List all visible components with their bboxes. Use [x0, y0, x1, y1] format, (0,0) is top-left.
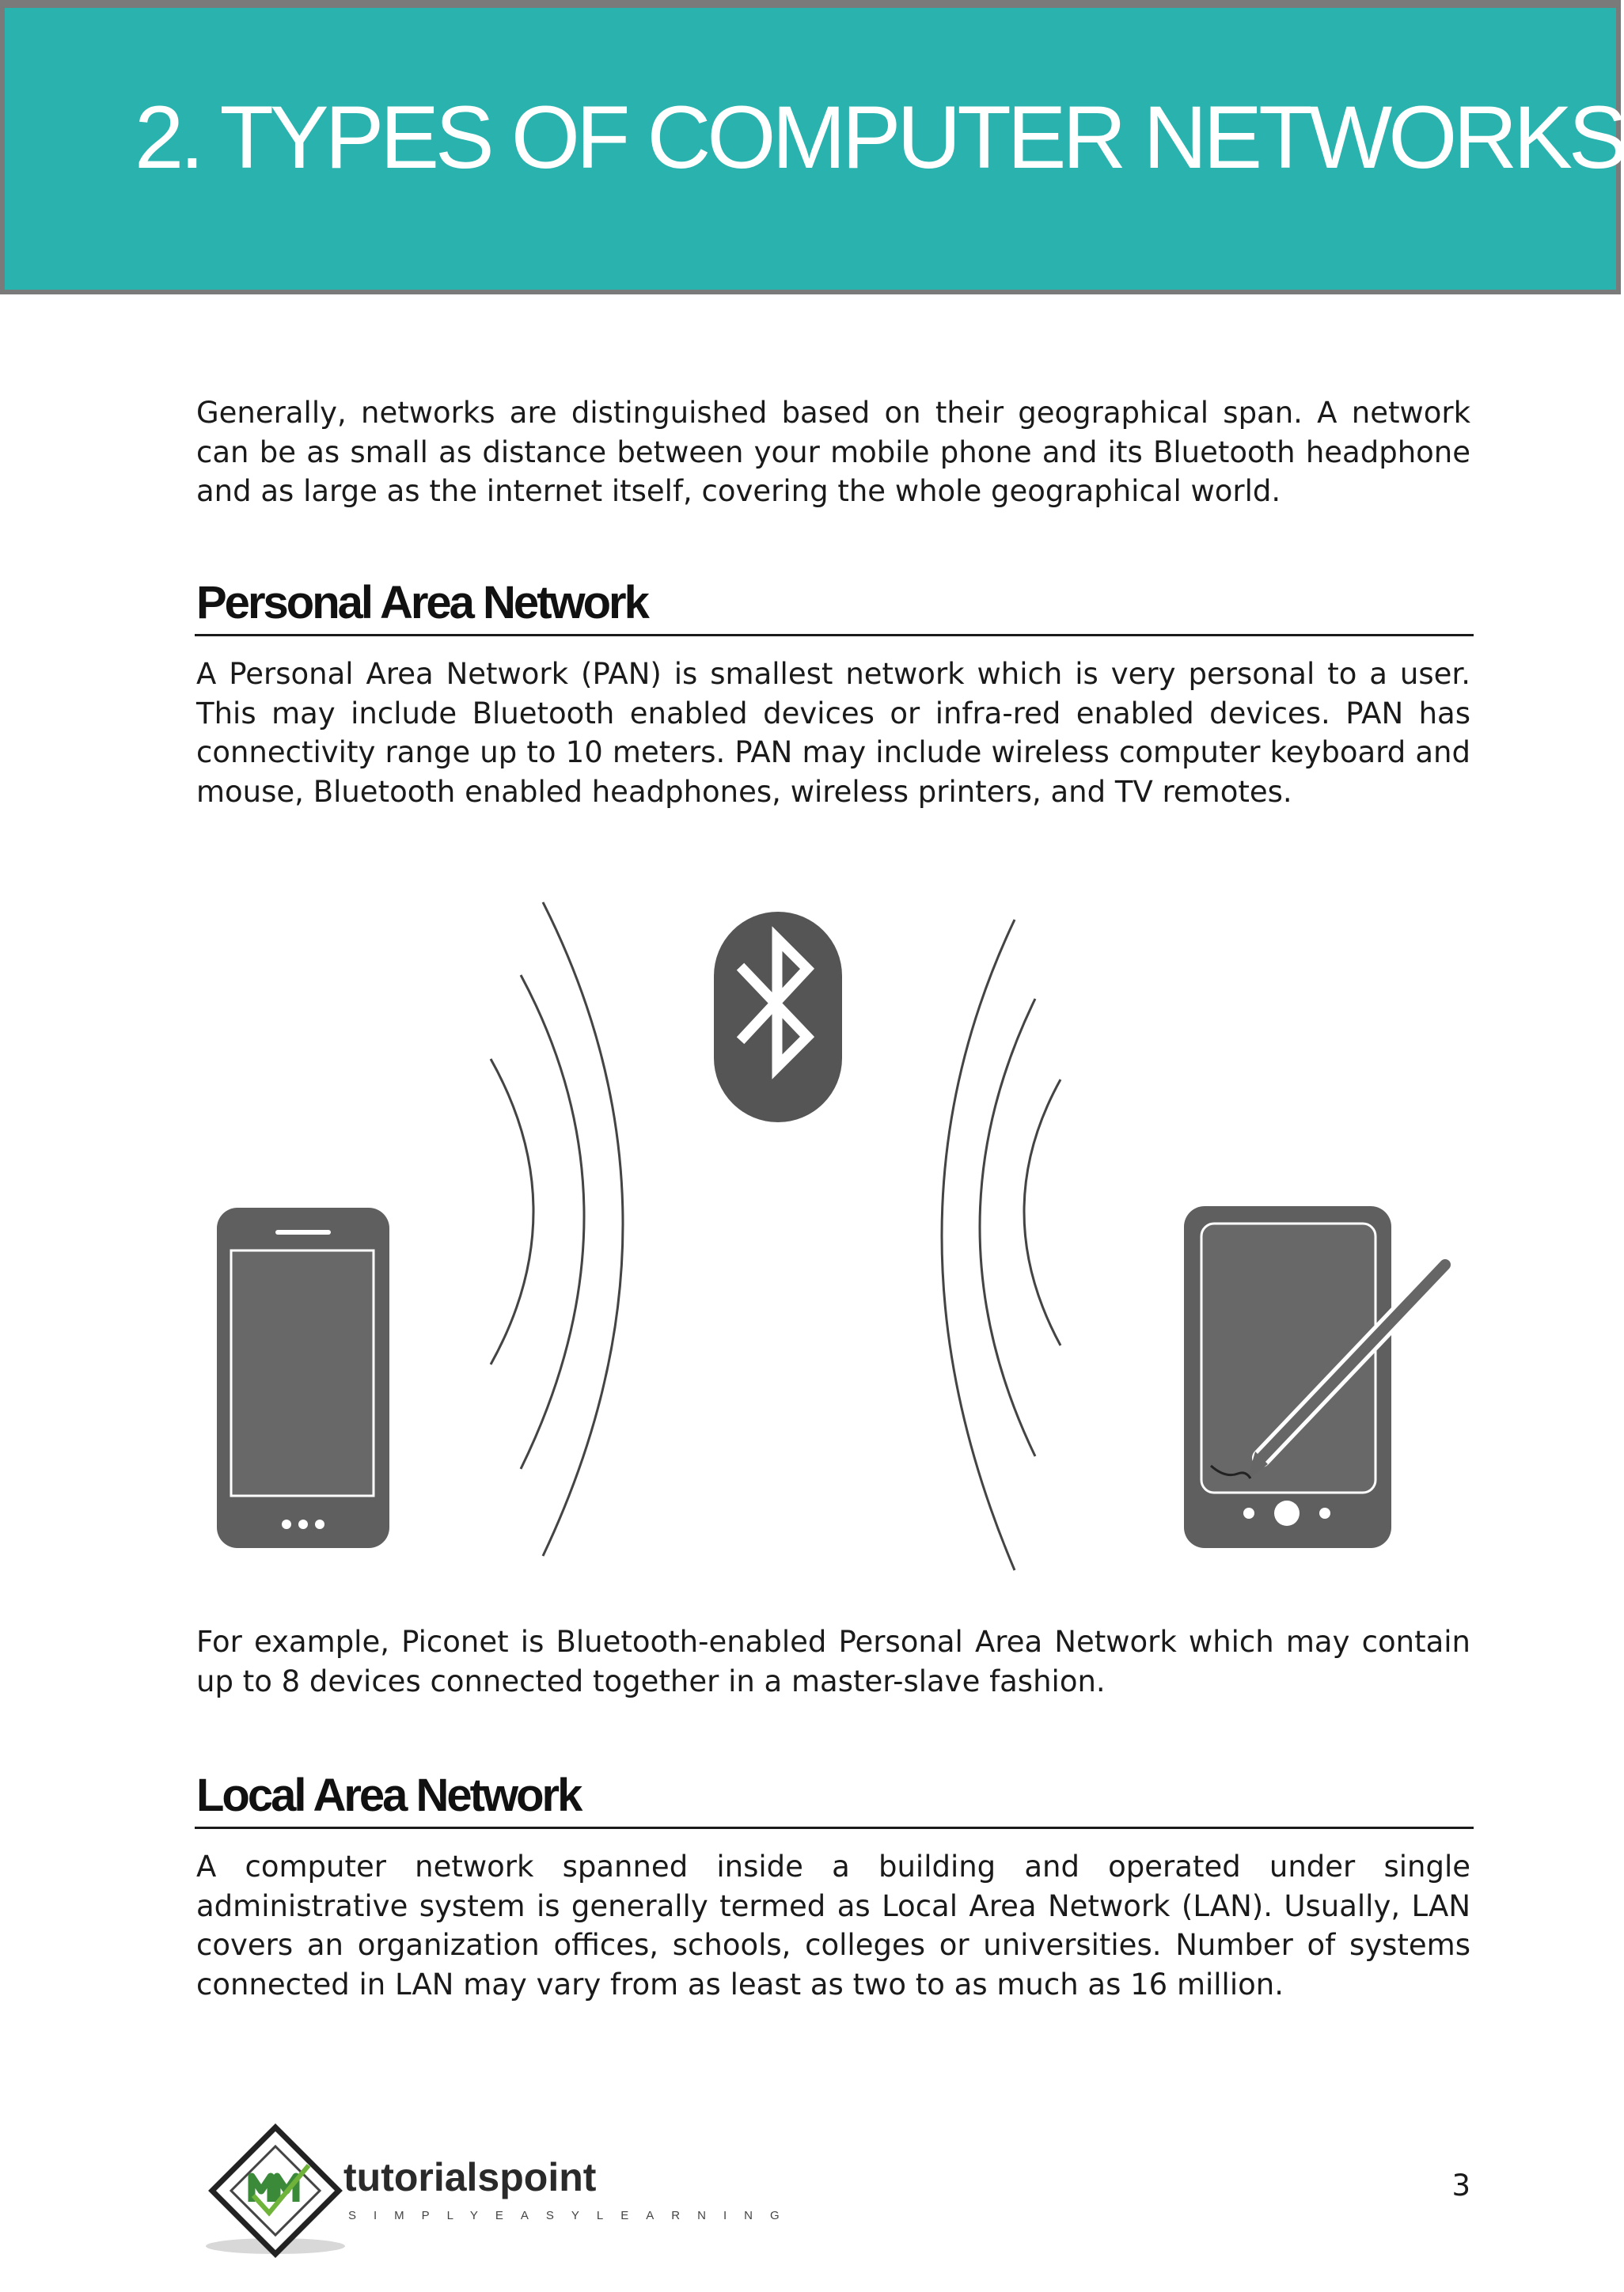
section-rule [195, 1827, 1474, 1829]
logo-brand-text: tutorialspoint [343, 2155, 597, 2199]
tablet-stylus-icon [1184, 1206, 1445, 1548]
section-rule [195, 634, 1474, 636]
smartphone-icon [217, 1208, 389, 1548]
page-number: 3 [1451, 2169, 1470, 2203]
lan-paragraph: A computer network spanned inside a building and operated under single administrative system is generally termed as Local Area Network (LAN). Usually, LAN covers an organization offices, schools, colleges or universities. Number of systems connected in LAN may vary from as least as two to as much as 16 million. [196, 1850, 1470, 2002]
signal-waves-right [942, 920, 1061, 1570]
chapter-title: 2. TYPES OF COMPUTER NETWORKS [135, 88, 1624, 187]
logo-tagline-text: SIMPLYEASYLEARNING [348, 2209, 797, 2222]
heading-personal-area-network: Personal Area Network [196, 577, 647, 628]
tutorialspoint-logo [204, 2119, 797, 2262]
bluetooth-icon [714, 912, 842, 1122]
pan-bluetooth-figure [196, 886, 1470, 1583]
piconet-paragraph: For example, Piconet is Bluetooth-enabled Personal Area Network which may contain up to 8 devices connected together in a master-slave fashion. [196, 1625, 1470, 1698]
intro-paragraph: Generally, networks are distinguished based on their geographical span. A network can be as small as distance between your mobile phone and its Bluetooth headphone and as large as the internet itself, covering the whole geographical world. [196, 396, 1470, 508]
pan-paragraph: A Personal Area Network (PAN) is smallest network which is very personal to a user. This may include Bluetooth enabled devices or infra-red enabled devices. PAN has connectivity range up to 10 meters. PAN may include wireless computer keyboard and mouse, Bluetooth enabled headphones, wireless printers, and TV remotes. [196, 657, 1470, 809]
heading-local-area-network: Local Area Network [196, 1770, 581, 1821]
signal-waves-left [491, 902, 623, 1556]
